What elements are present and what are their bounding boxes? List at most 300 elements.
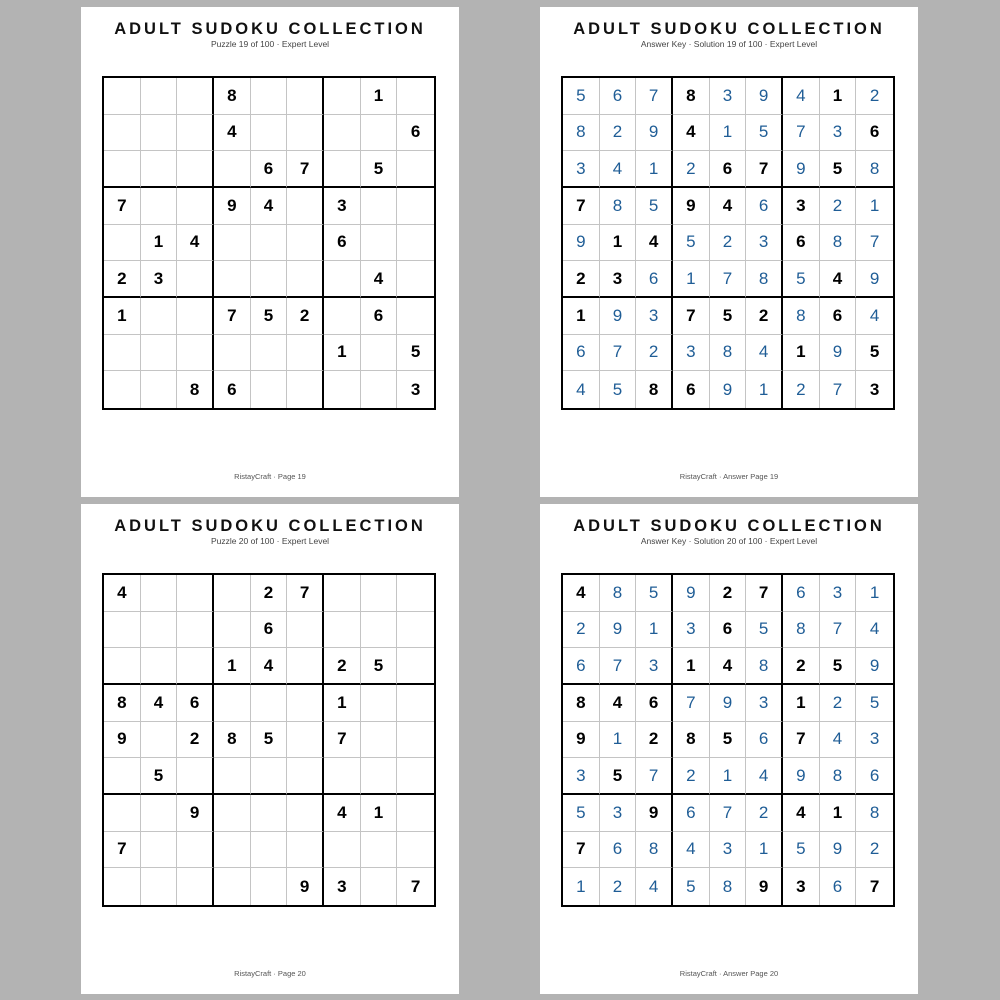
sudoku-cell: 8 — [563, 685, 600, 722]
sudoku-cell: 3 — [324, 188, 361, 225]
sudoku-cell — [104, 795, 141, 832]
sudoku-cell: 1 — [324, 335, 361, 372]
sudoku-cell — [251, 115, 288, 152]
sudoku-cell: 2 — [710, 575, 747, 612]
puzzle-page-20 — [81, 504, 459, 994]
sudoku-cell — [324, 78, 361, 115]
sudoku-cell — [287, 261, 324, 298]
sudoku-cell: 1 — [710, 115, 747, 152]
sudoku-cell: 2 — [177, 722, 214, 759]
sudoku-cell: 3 — [141, 261, 178, 298]
sudoku-cell: 8 — [636, 371, 673, 408]
sudoku-cell — [324, 298, 361, 335]
sudoku-cell: 9 — [563, 225, 600, 262]
sudoku-cell: 7 — [324, 722, 361, 759]
sudoku-cell: 3 — [710, 832, 747, 869]
sudoku-cell: 4 — [673, 832, 710, 869]
sudoku-cell: 6 — [636, 685, 673, 722]
sudoku-cell — [324, 758, 361, 795]
sudoku-cell: 2 — [856, 78, 893, 115]
sudoku-cell: 8 — [710, 335, 747, 372]
sudoku-cell: 5 — [710, 722, 747, 759]
sudoku-cell — [141, 795, 178, 832]
sudoku-cell: 2 — [104, 261, 141, 298]
sudoku-cell: 7 — [710, 261, 747, 298]
sudoku-cell: 1 — [746, 832, 783, 869]
sudoku-cell: 4 — [600, 685, 637, 722]
sudoku-cell: 3 — [820, 575, 857, 612]
sudoku-cell: 3 — [820, 115, 857, 152]
sudoku-cell: 7 — [746, 575, 783, 612]
sudoku-cell: 5 — [856, 685, 893, 722]
sudoku-cell: 3 — [783, 188, 820, 225]
sudoku-cell — [397, 188, 434, 225]
sudoku-cell — [397, 225, 434, 262]
sudoku-cell: 9 — [783, 151, 820, 188]
sudoku-cell — [397, 832, 434, 869]
sudoku-cell: 8 — [820, 758, 857, 795]
sudoku-cell: 5 — [820, 151, 857, 188]
sudoku-grid — [102, 76, 436, 410]
sudoku-cell: 9 — [600, 298, 637, 335]
sudoku-cell — [324, 151, 361, 188]
sudoku-cell — [397, 648, 434, 685]
sudoku-cell: 2 — [856, 832, 893, 869]
page-title: ADULT SUDOKU COLLECTION — [573, 517, 885, 535]
sudoku-cell: 2 — [673, 758, 710, 795]
sudoku-cell: 9 — [287, 868, 324, 905]
sudoku-cell — [141, 575, 178, 612]
sudoku-cell: 4 — [104, 575, 141, 612]
sudoku-cell — [287, 612, 324, 649]
sudoku-cell — [104, 868, 141, 905]
sudoku-cell: 9 — [214, 188, 251, 225]
sudoku-cell: 6 — [251, 612, 288, 649]
puzzle-page-19 — [81, 7, 459, 497]
sudoku-cell — [397, 685, 434, 722]
sudoku-cell: 7 — [287, 151, 324, 188]
sudoku-cell — [287, 648, 324, 685]
sudoku-cell — [324, 575, 361, 612]
sudoku-cell — [361, 722, 398, 759]
sudoku-cell — [397, 722, 434, 759]
sudoku-cell — [324, 261, 361, 298]
sudoku-cell: 5 — [856, 335, 893, 372]
sudoku-cell: 1 — [783, 335, 820, 372]
sudoku-cell — [287, 115, 324, 152]
sudoku-cell — [177, 648, 214, 685]
sudoku-cell — [141, 832, 178, 869]
sudoku-cell — [177, 115, 214, 152]
sudoku-cell — [177, 832, 214, 869]
sudoku-cell — [397, 575, 434, 612]
sudoku-cell — [104, 335, 141, 372]
sudoku-cell — [214, 832, 251, 869]
sudoku-cell: 9 — [600, 612, 637, 649]
sudoku-cell: 4 — [856, 612, 893, 649]
sudoku-cell: 3 — [673, 612, 710, 649]
sudoku-cell: 9 — [710, 371, 747, 408]
sudoku-cell — [251, 795, 288, 832]
sudoku-cell: 6 — [710, 612, 747, 649]
sudoku-cell — [251, 225, 288, 262]
sudoku-cell: 3 — [600, 795, 637, 832]
sudoku-cell: 2 — [820, 685, 857, 722]
sudoku-cell: 3 — [869, 379, 880, 399]
sudoku-cell — [287, 225, 324, 262]
sudoku-cell — [141, 722, 178, 759]
sudoku-cell — [397, 758, 434, 795]
sudoku-cell: 4 — [856, 298, 893, 335]
sudoku-cell: 8 — [783, 298, 820, 335]
sudoku-cell: 8 — [746, 261, 783, 298]
sudoku-cell: 1 — [820, 78, 857, 115]
sudoku-cell: 2 — [673, 151, 710, 188]
sudoku-cell — [251, 758, 288, 795]
sudoku-cell: 8 — [856, 151, 893, 188]
page-subtitle: Puzzle 20 of 100 · Expert Level — [210, 536, 330, 546]
sudoku-cell: 8 — [820, 225, 857, 262]
sudoku-cell — [141, 151, 178, 188]
sudoku-cell — [324, 832, 361, 869]
sudoku-cell — [251, 832, 288, 869]
sudoku-cell — [397, 298, 434, 335]
sudoku-cell: 1 — [856, 188, 893, 225]
page-title: ADULT SUDOKU COLLECTION — [114, 20, 426, 38]
sudoku-cell: 5 — [600, 758, 637, 795]
sudoku-cell: 6 — [397, 115, 434, 152]
sudoku-cell — [177, 151, 214, 188]
sudoku-cell: 5 — [636, 188, 673, 225]
sudoku-cell: 2 — [563, 612, 600, 649]
sudoku-cell: 4 — [636, 868, 673, 905]
page-footer: RistayCraft · Page 19 — [234, 472, 306, 481]
sudoku-cell — [141, 371, 178, 408]
sudoku-cell: 5 — [563, 78, 600, 115]
sudoku-cell: 1 — [856, 575, 893, 612]
sudoku-cell: 5 — [600, 371, 637, 408]
sudoku-cell — [141, 78, 178, 115]
sudoku-cell: 3 — [636, 298, 673, 335]
sudoku-cell: 7 — [636, 758, 673, 795]
sudoku-cell: 8 — [177, 371, 214, 408]
sudoku-cell: 9 — [104, 722, 141, 759]
page-subtitle: Answer Key · Solution 20 of 100 · Expert Level — [640, 536, 818, 546]
sudoku-cell: 8 — [710, 868, 747, 905]
sudoku-cell — [177, 298, 214, 335]
sudoku-cell: 6 — [563, 648, 600, 685]
sudoku-cell: 8 — [636, 832, 673, 869]
sudoku-cell: 1 — [783, 685, 820, 722]
sudoku-cell: 1 — [673, 261, 710, 298]
sudoku-cell — [251, 868, 288, 905]
answer-page-20 — [540, 504, 918, 994]
sudoku-cell: 1 — [563, 868, 600, 905]
sudoku-cell: 5 — [783, 261, 820, 298]
sudoku-cell — [214, 151, 251, 188]
sudoku-cell: 1 — [324, 685, 361, 722]
sudoku-cell — [287, 795, 324, 832]
sudoku-cell: 6 — [563, 335, 600, 372]
sudoku-cell: 7 — [600, 335, 637, 372]
sudoku-cell: 2 — [287, 298, 324, 335]
sudoku-cell: 7 — [287, 575, 324, 612]
sudoku-cell: 5 — [361, 648, 398, 685]
sudoku-cell: 9 — [673, 188, 710, 225]
sudoku-cell: 7 — [856, 225, 893, 262]
sudoku-cell — [177, 575, 214, 612]
sudoku-cell: 3 — [783, 868, 820, 905]
sudoku-cell: 9 — [563, 722, 600, 759]
sudoku-cell: 8 — [563, 115, 600, 152]
sudoku-cell: 1 — [361, 78, 398, 115]
sudoku-cell — [361, 832, 398, 869]
sudoku-cell: 5 — [563, 795, 600, 832]
sudoku-cell: 6 — [820, 298, 857, 335]
sudoku-cell — [214, 795, 251, 832]
sudoku-cell — [361, 758, 398, 795]
sudoku-cell: 6 — [710, 151, 747, 188]
sudoku-cell — [361, 115, 398, 152]
sudoku-cell: 4 — [177, 225, 214, 262]
sudoku-cell — [361, 612, 398, 649]
sudoku-cell — [141, 612, 178, 649]
sudoku-cell: 2 — [746, 298, 783, 335]
sudoku-cell — [177, 78, 214, 115]
sudoku-cell: 7 — [410, 876, 421, 896]
sudoku-cell — [177, 868, 214, 905]
sudoku-cell: 5 — [673, 868, 710, 905]
sudoku-cell: 9 — [746, 78, 783, 115]
sudoku-cell — [397, 795, 434, 832]
sudoku-cell — [361, 225, 398, 262]
sudoku-cell: 2 — [746, 795, 783, 832]
sudoku-cell: 5 — [673, 225, 710, 262]
sudoku-cell: 9 — [820, 832, 857, 869]
sudoku-cell — [214, 225, 251, 262]
sudoku-cell: 1 — [820, 795, 857, 832]
sudoku-cell — [287, 371, 324, 408]
sudoku-cell: 4 — [673, 115, 710, 152]
sudoku-cell: 5 — [397, 335, 434, 372]
sudoku-cell — [287, 78, 324, 115]
sudoku-cell: 9 — [856, 648, 893, 685]
sudoku-cell: 6 — [820, 868, 857, 905]
sudoku-cell: 4 — [251, 188, 288, 225]
sudoku-cell: 4 — [783, 78, 820, 115]
sudoku-cell — [141, 335, 178, 372]
sudoku-cell — [214, 261, 251, 298]
sudoku-cell — [397, 78, 434, 115]
sudoku-cell — [251, 78, 288, 115]
sudoku-cell — [104, 371, 141, 408]
sudoku-cell: 6 — [856, 115, 893, 152]
sudoku-cell: 5 — [746, 115, 783, 152]
sudoku-cell: 7 — [563, 188, 600, 225]
sudoku-solution-grid — [561, 76, 895, 410]
sudoku-cell: 1 — [636, 612, 673, 649]
sudoku-cell: 6 — [783, 575, 820, 612]
sudoku-cell — [141, 648, 178, 685]
sudoku-cell: 1 — [563, 298, 600, 335]
sudoku-cell: 1 — [710, 758, 747, 795]
sudoku-cell: 1 — [600, 722, 637, 759]
sudoku-cell — [361, 685, 398, 722]
sudoku-cell: 2 — [324, 648, 361, 685]
sudoku-cell — [104, 151, 141, 188]
sudoku-cell — [287, 685, 324, 722]
sudoku-cell: 9 — [177, 795, 214, 832]
sudoku-cell: 9 — [636, 795, 673, 832]
sudoku-cell: 4 — [820, 722, 857, 759]
sudoku-cell: 8 — [214, 78, 251, 115]
sudoku-cell — [177, 758, 214, 795]
sudoku-cell — [214, 335, 251, 372]
sudoku-cell — [214, 575, 251, 612]
sudoku-grid — [102, 573, 436, 907]
sudoku-cell — [104, 78, 141, 115]
sudoku-cell: 1 — [361, 795, 398, 832]
sudoku-cell: 6 — [783, 225, 820, 262]
sudoku-cell: 3 — [563, 758, 600, 795]
sudoku-cell: 8 — [673, 722, 710, 759]
sudoku-cell — [251, 685, 288, 722]
sudoku-cell: 6 — [636, 261, 673, 298]
sudoku-cell: 5 — [636, 575, 673, 612]
sudoku-cell: 8 — [600, 575, 637, 612]
sudoku-cell — [104, 758, 141, 795]
sudoku-cell: 8 — [856, 795, 893, 832]
sudoku-cell: 4 — [600, 151, 637, 188]
sudoku-cell: 4 — [783, 795, 820, 832]
sudoku-cell: 5 — [710, 298, 747, 335]
sudoku-cell: 7 — [673, 685, 710, 722]
sudoku-cell: 2 — [820, 188, 857, 225]
sudoku-cell: 9 — [673, 575, 710, 612]
page-title: ADULT SUDOKU COLLECTION — [573, 20, 885, 38]
sudoku-cell: 4 — [324, 795, 361, 832]
sudoku-cell: 4 — [746, 335, 783, 372]
sudoku-cell — [324, 115, 361, 152]
sudoku-cell: 7 — [104, 188, 141, 225]
sudoku-cell: 3 — [600, 261, 637, 298]
sudoku-cell — [141, 115, 178, 152]
sudoku-cell: 7 — [563, 832, 600, 869]
sudoku-cell: 2 — [563, 261, 600, 298]
sudoku-cell — [324, 371, 361, 408]
sudoku-cell: 4 — [563, 371, 600, 408]
sudoku-cell — [141, 868, 178, 905]
sudoku-cell: 7 — [746, 151, 783, 188]
sudoku-cell: 6 — [177, 685, 214, 722]
sudoku-cell: 9 — [783, 758, 820, 795]
sudoku-cell — [251, 371, 288, 408]
sudoku-cell: 7 — [600, 648, 637, 685]
sudoku-cell: 5 — [820, 648, 857, 685]
page-footer: RistayCraft · Answer Page 19 — [679, 472, 779, 481]
sudoku-cell: 9 — [710, 685, 747, 722]
sudoku-cell — [251, 261, 288, 298]
sudoku-cell: 5 — [251, 298, 288, 335]
sudoku-cell: 6 — [856, 758, 893, 795]
sudoku-cell: 4 — [563, 575, 600, 612]
sudoku-cell — [287, 758, 324, 795]
sudoku-cell: 7 — [673, 298, 710, 335]
sudoku-cell: 2 — [251, 575, 288, 612]
sudoku-cell: 9 — [746, 868, 783, 905]
sudoku-cell: 6 — [746, 722, 783, 759]
page-footer: RistayCraft · Page 20 — [234, 969, 306, 978]
sudoku-cell: 5 — [251, 722, 288, 759]
sudoku-cell: 6 — [746, 188, 783, 225]
sudoku-cell — [104, 225, 141, 262]
sudoku-cell — [287, 188, 324, 225]
sudoku-cell — [251, 335, 288, 372]
sudoku-cell: 7 — [214, 298, 251, 335]
sudoku-cell: 1 — [746, 371, 783, 408]
sudoku-cell — [287, 335, 324, 372]
sudoku-cell: 5 — [361, 151, 398, 188]
sudoku-cell: 4 — [361, 261, 398, 298]
sudoku-cell: 6 — [324, 225, 361, 262]
sudoku-cell: 6 — [600, 78, 637, 115]
sudoku-cell — [397, 261, 434, 298]
sudoku-cell: 4 — [141, 685, 178, 722]
sudoku-cell: 2 — [636, 722, 673, 759]
sudoku-cell: 8 — [600, 188, 637, 225]
sudoku-cell: 1 — [141, 225, 178, 262]
sudoku-cell: 5 — [783, 832, 820, 869]
sudoku-cell — [287, 832, 324, 869]
sudoku-cell: 3 — [563, 151, 600, 188]
sudoku-cell: 3 — [746, 225, 783, 262]
sudoku-cell: 9 — [636, 115, 673, 152]
sudoku-cell: 1 — [104, 298, 141, 335]
sudoku-cell — [214, 758, 251, 795]
sudoku-cell: 1 — [600, 225, 637, 262]
sudoku-cell: 7 — [783, 722, 820, 759]
sudoku-cell: 8 — [746, 648, 783, 685]
sudoku-cell — [177, 188, 214, 225]
sudoku-cell — [141, 188, 178, 225]
sudoku-cell: 6 — [214, 371, 251, 408]
page-subtitle: Puzzle 19 of 100 · Expert Level — [210, 39, 330, 49]
sudoku-cell — [141, 298, 178, 335]
sudoku-cell — [104, 115, 141, 152]
page-subtitle: Answer Key · Solution 19 of 100 · Expert Level — [640, 39, 818, 49]
sudoku-cell: 8 — [214, 722, 251, 759]
sudoku-cell: 3 — [324, 868, 361, 905]
sudoku-cell: 2 — [783, 371, 820, 408]
sudoku-cell: 7 — [710, 795, 747, 832]
sudoku-cell — [361, 868, 398, 905]
sudoku-cell: 2 — [600, 868, 637, 905]
sudoku-cell: 4 — [710, 648, 747, 685]
sudoku-cell: 4 — [746, 758, 783, 795]
sudoku-cell: 7 — [820, 371, 857, 408]
sudoku-cell — [104, 612, 141, 649]
sudoku-cell: 6 — [251, 151, 288, 188]
page-footer: RistayCraft · Answer Page 20 — [679, 969, 779, 978]
sudoku-cell: 1 — [673, 648, 710, 685]
sudoku-cell — [361, 188, 398, 225]
sudoku-cell: 5 — [141, 758, 178, 795]
sudoku-cell: 7 — [636, 78, 673, 115]
sudoku-cell: 8 — [783, 612, 820, 649]
sudoku-cell: 9 — [856, 261, 893, 298]
sudoku-cell — [361, 335, 398, 372]
sudoku-cell: 2 — [636, 335, 673, 372]
